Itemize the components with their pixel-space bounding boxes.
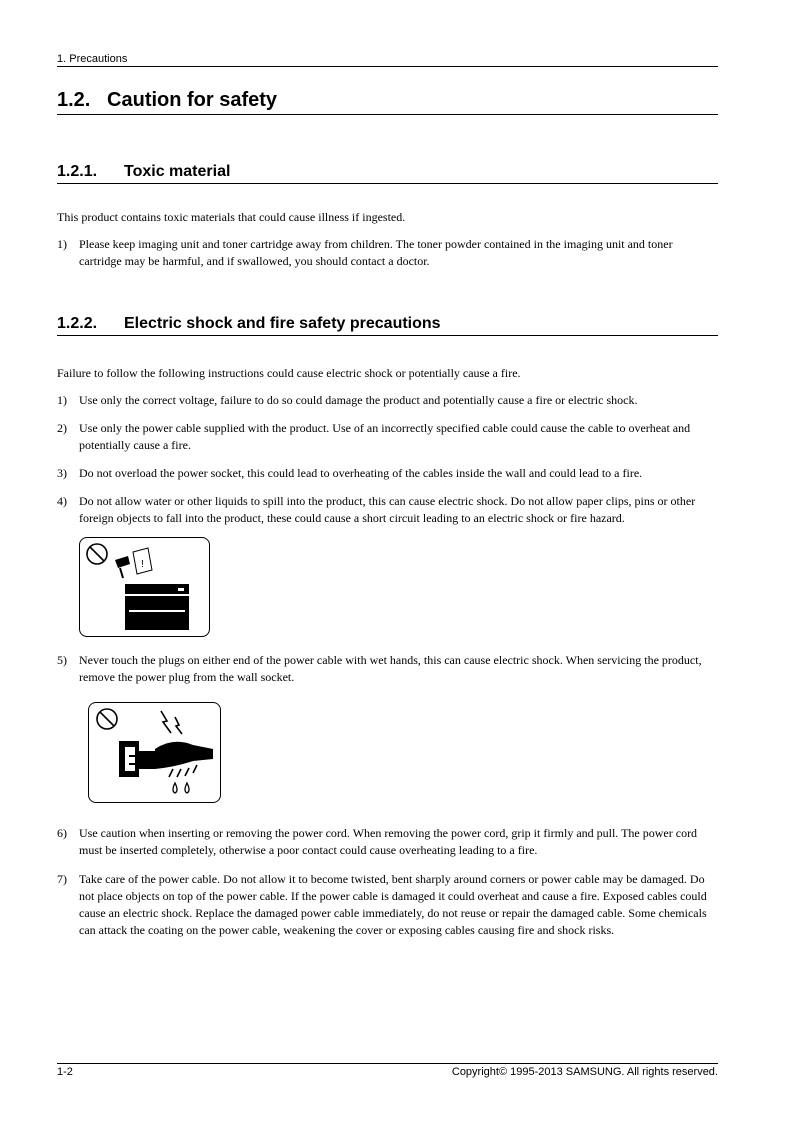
running-head: 1. Precautions: [57, 53, 718, 67]
svg-text:!: !: [141, 559, 144, 570]
list-item: 6) Use caution when inserting or removing the power cord. When removing the power cord, grip it firmly and pull. The power cord must be inserted completely, otherwise a poor contact could cause overheating leading to a fire.: [57, 826, 698, 857]
list-item: 5) Never touch the plugs on either end of the power cable with wet hands, this can cause electric shock. When servicing the product, remove the power plug from the wall socket.: [57, 653, 702, 684]
list-item: 7) Take care of the power cable. Do not allow it to become twisted, bent sharply around corners or power cable may be damaged. Do not place objects on top of the power cable. If the power cable is damaged it could overheat and cause a fire. Exposed cables could cause an electric shock. Replace the damaged power cable immediately, do not reuse or repair the damaged cable. Some chemicals can attack the coating on the power cable, weakening the cover or exposing cables causing fire and shock risks.: [57, 872, 707, 937]
toxic-intro: This product contains toxic materials that could cause illness if ingested.: [57, 210, 406, 224]
list-item: 4) Do not allow water or other liquids to spill into the product, this can cause electric shock. Do not allow paper clips, pins or other foreign objects to fall into the product, these could cause a short circuit leading to an electric shock or fire hazard.: [57, 494, 696, 525]
liquid-spill-figure: [79, 537, 210, 637]
subsection-title: Electric shock and fire safety precautions: [124, 315, 441, 332]
section-heading: [57, 89, 718, 115]
subsection-title: Toxic material: [124, 163, 231, 180]
no-liquid-spill-icon: [80, 538, 209, 636]
subsection-number: 1.2.2.: [57, 315, 98, 332]
section-title: Caution for safety: [107, 89, 278, 111]
subsection-number: 1.2.1.: [57, 163, 98, 180]
section-number: 1.2.: [57, 89, 91, 111]
page-number: 1-2: [57, 1066, 73, 1078]
list-item: 3) Do not overload the power socket, this could lead to overheating of the cables inside the wall and could lead to a fire.: [57, 466, 643, 480]
list-item: 1) Use only the correct voltage, failure to do so could damage the product and potentially cause a fire or electric shock.: [57, 393, 638, 407]
wet-hands-figure: [88, 702, 221, 803]
no-wet-hands-plug-icon: [89, 703, 220, 802]
subsection-heading-electric: [57, 315, 718, 336]
list-item: 1) Please keep imaging unit and toner cartridge away from children. The toner powder contained in the imaging unit and toner cartridge may be harmful, and if swallowed, you should contact a doctor.: [57, 237, 673, 268]
electric-intro: Failure to follow the following instructions could cause electric shock or potentially cause a fire.: [57, 366, 521, 380]
copyright-notice: Copyright© 1995-2013 SAMSUNG. All rights reserved.: [451, 1066, 718, 1078]
list-item: 2) Use only the power cable supplied with the product. Use of an incorrectly specified cable could cause the cable to overheat and potentially cause a fire.: [57, 421, 691, 452]
page-footer: [57, 1063, 718, 1078]
subsection-heading-toxic: [57, 163, 718, 184]
